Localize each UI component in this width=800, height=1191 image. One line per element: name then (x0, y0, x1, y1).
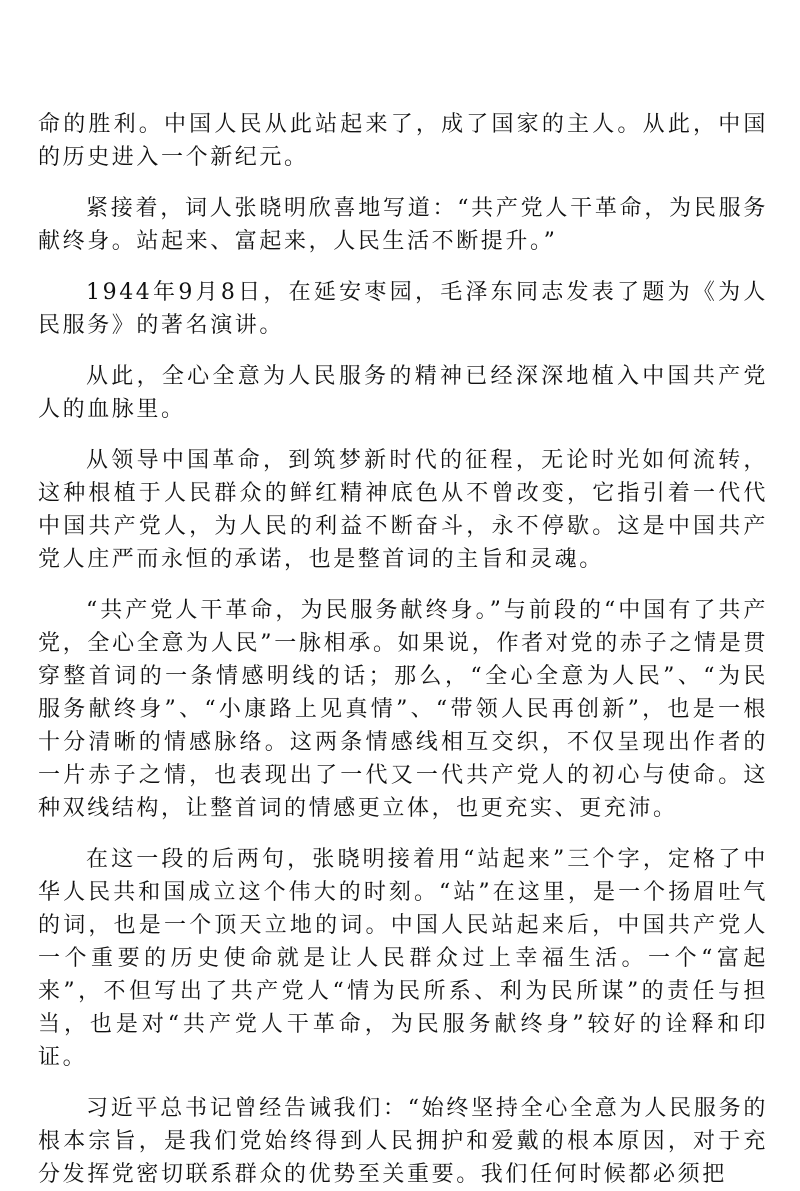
paragraph-5: 从领导中国革命，到筑梦新时代的征程，无论时光如何流转，这种根植于人民群众的鲜红精神底色从不曾改变，它指引着一代代中国共产党人，为人民的利益不断奋斗，永不停歇。这是中国共产党人庄严而永恒的承诺，也是整首词的主旨和灵魂。 (38, 448, 768, 572)
paragraph-8: 习近平总书记曾经告诫我们：“始终坚持全心全意为人民服务的根本宗旨，是我们党始终得到人民拥护和爱戴的根本原因，对于充分发挥党密切联系群众的优势至关重要。我们任何时候都必须把 (38, 1096, 768, 1187)
paragraph-2: 紧接着，词人张晓明欣喜地写道：“共产党人干革命，为民服务献终身。站起来、富起来，人民生活不断提升。” (38, 196, 768, 254)
paragraph-6: “共产党人干革命，为民服务献终身。”与前段的“中国有了共产党，全心全意为人民”一脉相承。如果说，作者对党的赤子之情是贯穿整首词的一条情感明线的话；那么，“全心全意为人民”、“为民服务献终身”、“小康路上见真情”、“带领人民再创新”，也是一根十分清晰的情感脉络。这两条情感线相互交织，不仅呈现出作者的一片赤子之情，也表现出了一代又一代共产党人的初心与使命。这种双线结构，让整首词的情感更立体，也更充实、更充沛。 (38, 598, 768, 821)
paragraph-4: 从此，全心全意为人民服务的精神已经深深地植入中国共产党人的血脉里。 (38, 364, 768, 422)
paragraph-1: 命的胜利。中国人民从此站起来了，成了国家的主人。从此，中国的历史进入一个新纪元。 (38, 112, 768, 170)
document-page (38, 108, 768, 1191)
paragraph-7: 在这一段的后两句，张晓明接着用“站起来”三个字，定格了中华人民共和国成立这个伟大的时刻。“站”在这里，是一个扬眉吐气的词，也是一个顶天立地的词。中国人民站起来后，中国共产党人一个重要的历史使命就是让人民群众过上幸福生活。一个“富起来”，不但写出了共产党人“情为民所系、利为民所谋”的责任与担当，也是对“共产党人干革命，为民服务献终身”较好的诠释和印证。 (38, 847, 768, 1070)
paragraph-3: 1944年9月8日，在延安枣园，毛泽东同志发表了题为《为人民服务》的著名演讲。 (38, 280, 768, 338)
